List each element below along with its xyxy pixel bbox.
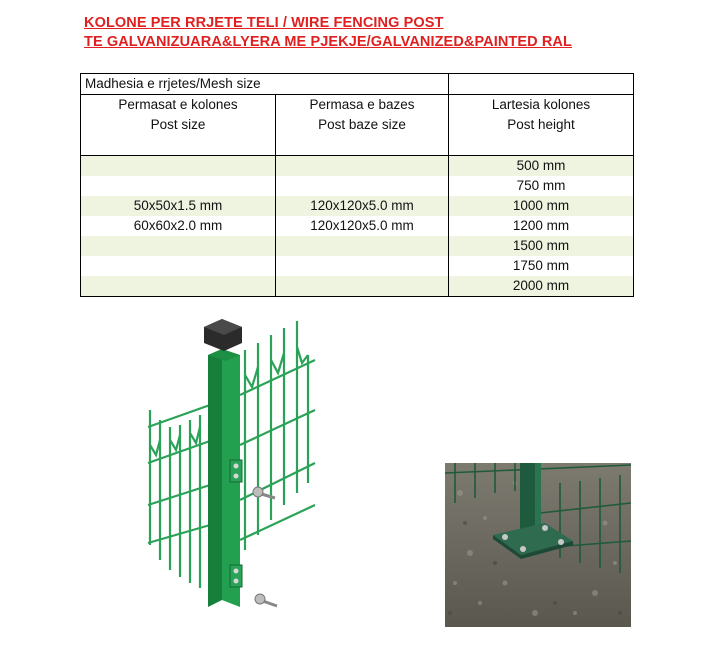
- post-height-cell: 1500 mm: [449, 236, 634, 256]
- post-height-cell: 1200 mm: [449, 216, 634, 236]
- installed-post-photo: [445, 463, 631, 627]
- header-base-size-2: Post baze size: [276, 115, 449, 135]
- header-post-height-2: Post height: [449, 115, 634, 135]
- post-side: [208, 349, 222, 607]
- header-post-height-1: Lartesia kolones: [449, 95, 634, 116]
- header-base-size-1: Permasa e bazes: [276, 95, 449, 116]
- post-height-cell: 1750 mm: [449, 256, 634, 276]
- bolt-icon: [255, 594, 277, 606]
- spec-table: [80, 73, 634, 297]
- base-size-cell: 120x120x5.0 mm: [276, 216, 449, 236]
- post-size-cell: 50x50x1.5 mm: [81, 196, 276, 216]
- post-height-cell: 750 mm: [449, 176, 634, 196]
- document-title: KOLONE PER RRJETE TELI / WIRE FENCING POST: [84, 15, 444, 31]
- header-post-size-1: Permasat e kolones: [81, 95, 276, 116]
- document-subtitle: TE GALVANIZUARA&LYERA ME PJEKJE/GALVANIZED&PAINTED RAL: [84, 34, 572, 50]
- post-height-cell: 500 mm: [449, 156, 634, 177]
- fence-post-illustration: [130, 315, 330, 620]
- post-height-cell: 2000 mm: [449, 276, 634, 297]
- header-post-size-2: Post size: [81, 115, 276, 135]
- mesh-size-label: Madhesia e rrjetes/Mesh size: [81, 74, 449, 95]
- post-height-cell: 1000 mm: [449, 196, 634, 216]
- base-size-cell: 120x120x5.0 mm: [276, 196, 449, 216]
- blank-cell: [449, 74, 634, 95]
- post-size-cell: 60x60x2.0 mm: [81, 216, 276, 236]
